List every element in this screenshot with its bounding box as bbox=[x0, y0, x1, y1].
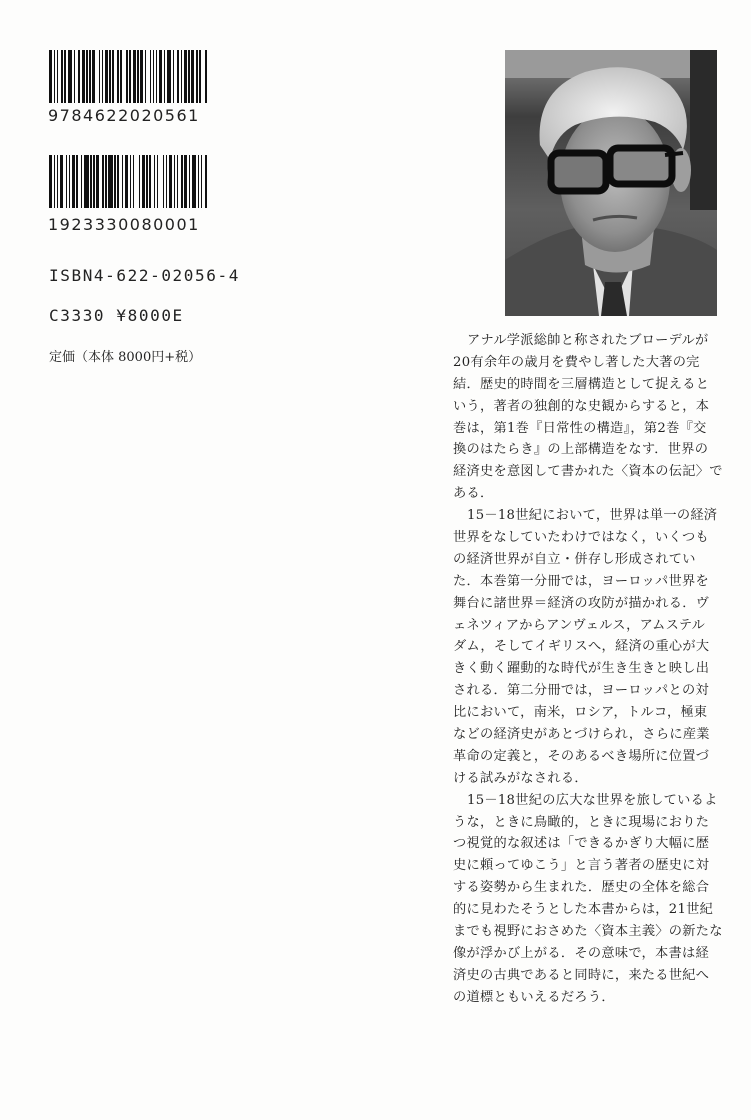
author-photo bbox=[505, 50, 717, 316]
text-line: 舞台に諸世界＝経済の攻防が描かれる．ヴ bbox=[453, 595, 710, 611]
list-price: 定価（本体 8000円+税） bbox=[49, 350, 202, 365]
text-line: 史に頼ってゆこう」と言う著者の歴史に対 bbox=[453, 858, 710, 874]
text-line: 比において，南米，ロシア，トルコ，極東 bbox=[453, 705, 708, 721]
text-line: 的に見わたそうとした本書からは，21世紀 bbox=[453, 902, 714, 918]
text-line: 済史の古典であると同時に，来たる世紀へ bbox=[453, 967, 710, 983]
text-line: きく動く躍動的な時代が生き生きと映し出 bbox=[453, 661, 710, 677]
text-line: アナル学派総帥と称されたブローデルが bbox=[467, 333, 709, 348]
barcode-space bbox=[207, 155, 209, 208]
paragraph-1 bbox=[453, 330, 723, 505]
text-line: 結．歴史的時間を三層構造として捉えると bbox=[453, 376, 710, 392]
text-line: 経済史を意図して書かれた〈資本の伝記〉で bbox=[453, 464, 723, 480]
text-line: 世界をなしていたわけではなく，いくつも bbox=[453, 530, 709, 546]
text-line: 像が浮かび上がる．その意味で，本書は経 bbox=[453, 945, 709, 961]
text-line: ける試みがなされる． bbox=[453, 770, 588, 786]
text-line: 20有余年の歳月を費やし著した大著の完 bbox=[453, 354, 700, 370]
isbn-code: ISBN4-622-02056-4 bbox=[49, 266, 240, 285]
text-line: た．本巻第一分冊では，ヨーロッパ世界を bbox=[453, 573, 709, 589]
paragraph-2 bbox=[453, 505, 723, 790]
text-line: 換のはたらき』の上部構造をなす．世界の bbox=[453, 442, 709, 458]
text-line: する姿勢から生まれた．歴史の全体を総合 bbox=[453, 880, 710, 896]
price-barcode-number: 1923330080001 bbox=[48, 215, 200, 234]
classification-price-code: C3330 ¥8000E bbox=[49, 306, 184, 325]
barcode-space bbox=[207, 50, 209, 103]
price-barcode bbox=[49, 155, 209, 208]
text-line: 革命の定義と，そのあるべき場所に位置づ bbox=[453, 748, 710, 764]
book-description bbox=[453, 330, 723, 1009]
text-line: の経済世界が自立・併存し形成されてい bbox=[453, 551, 696, 567]
isbn-barcode bbox=[49, 50, 209, 103]
text-line: までも視野におさめた〈資本主義〉の新たな bbox=[453, 924, 723, 940]
text-line: の道標ともいえるだろう． bbox=[453, 989, 615, 1005]
text-line: いう，著者の独創的な史観からすると，本 bbox=[453, 398, 710, 414]
text-line: 巻は，第1巻『日常性の構造』，第2巻『交 bbox=[453, 420, 707, 436]
text-line: ある． bbox=[453, 486, 494, 502]
text-line: うな，ときに鳥瞰的，ときに現場におりた bbox=[453, 814, 710, 830]
portrait-image bbox=[505, 50, 717, 316]
text-line: ダム，そしてイギリスへ，経済の重心が大 bbox=[453, 639, 710, 655]
text-line: つ視覚的な叙述は「できるかぎり大幅に歴 bbox=[453, 836, 710, 852]
text-line: 15－18世紀の広大な世界を旅しているよ bbox=[467, 792, 718, 808]
text-line: などの経済史があとづけられ，さらに産業 bbox=[453, 727, 710, 743]
text-line: 15－18世紀において，世界は単一の経済 bbox=[467, 508, 718, 524]
paragraph-3 bbox=[453, 790, 723, 1009]
isbn-barcode-number: 9784622020561 bbox=[48, 106, 200, 125]
text-line: される．第二分冊では，ヨーロッパとの対 bbox=[453, 683, 709, 699]
text-line: ェネツィアからアンヴェルス，アムステル bbox=[453, 617, 706, 633]
